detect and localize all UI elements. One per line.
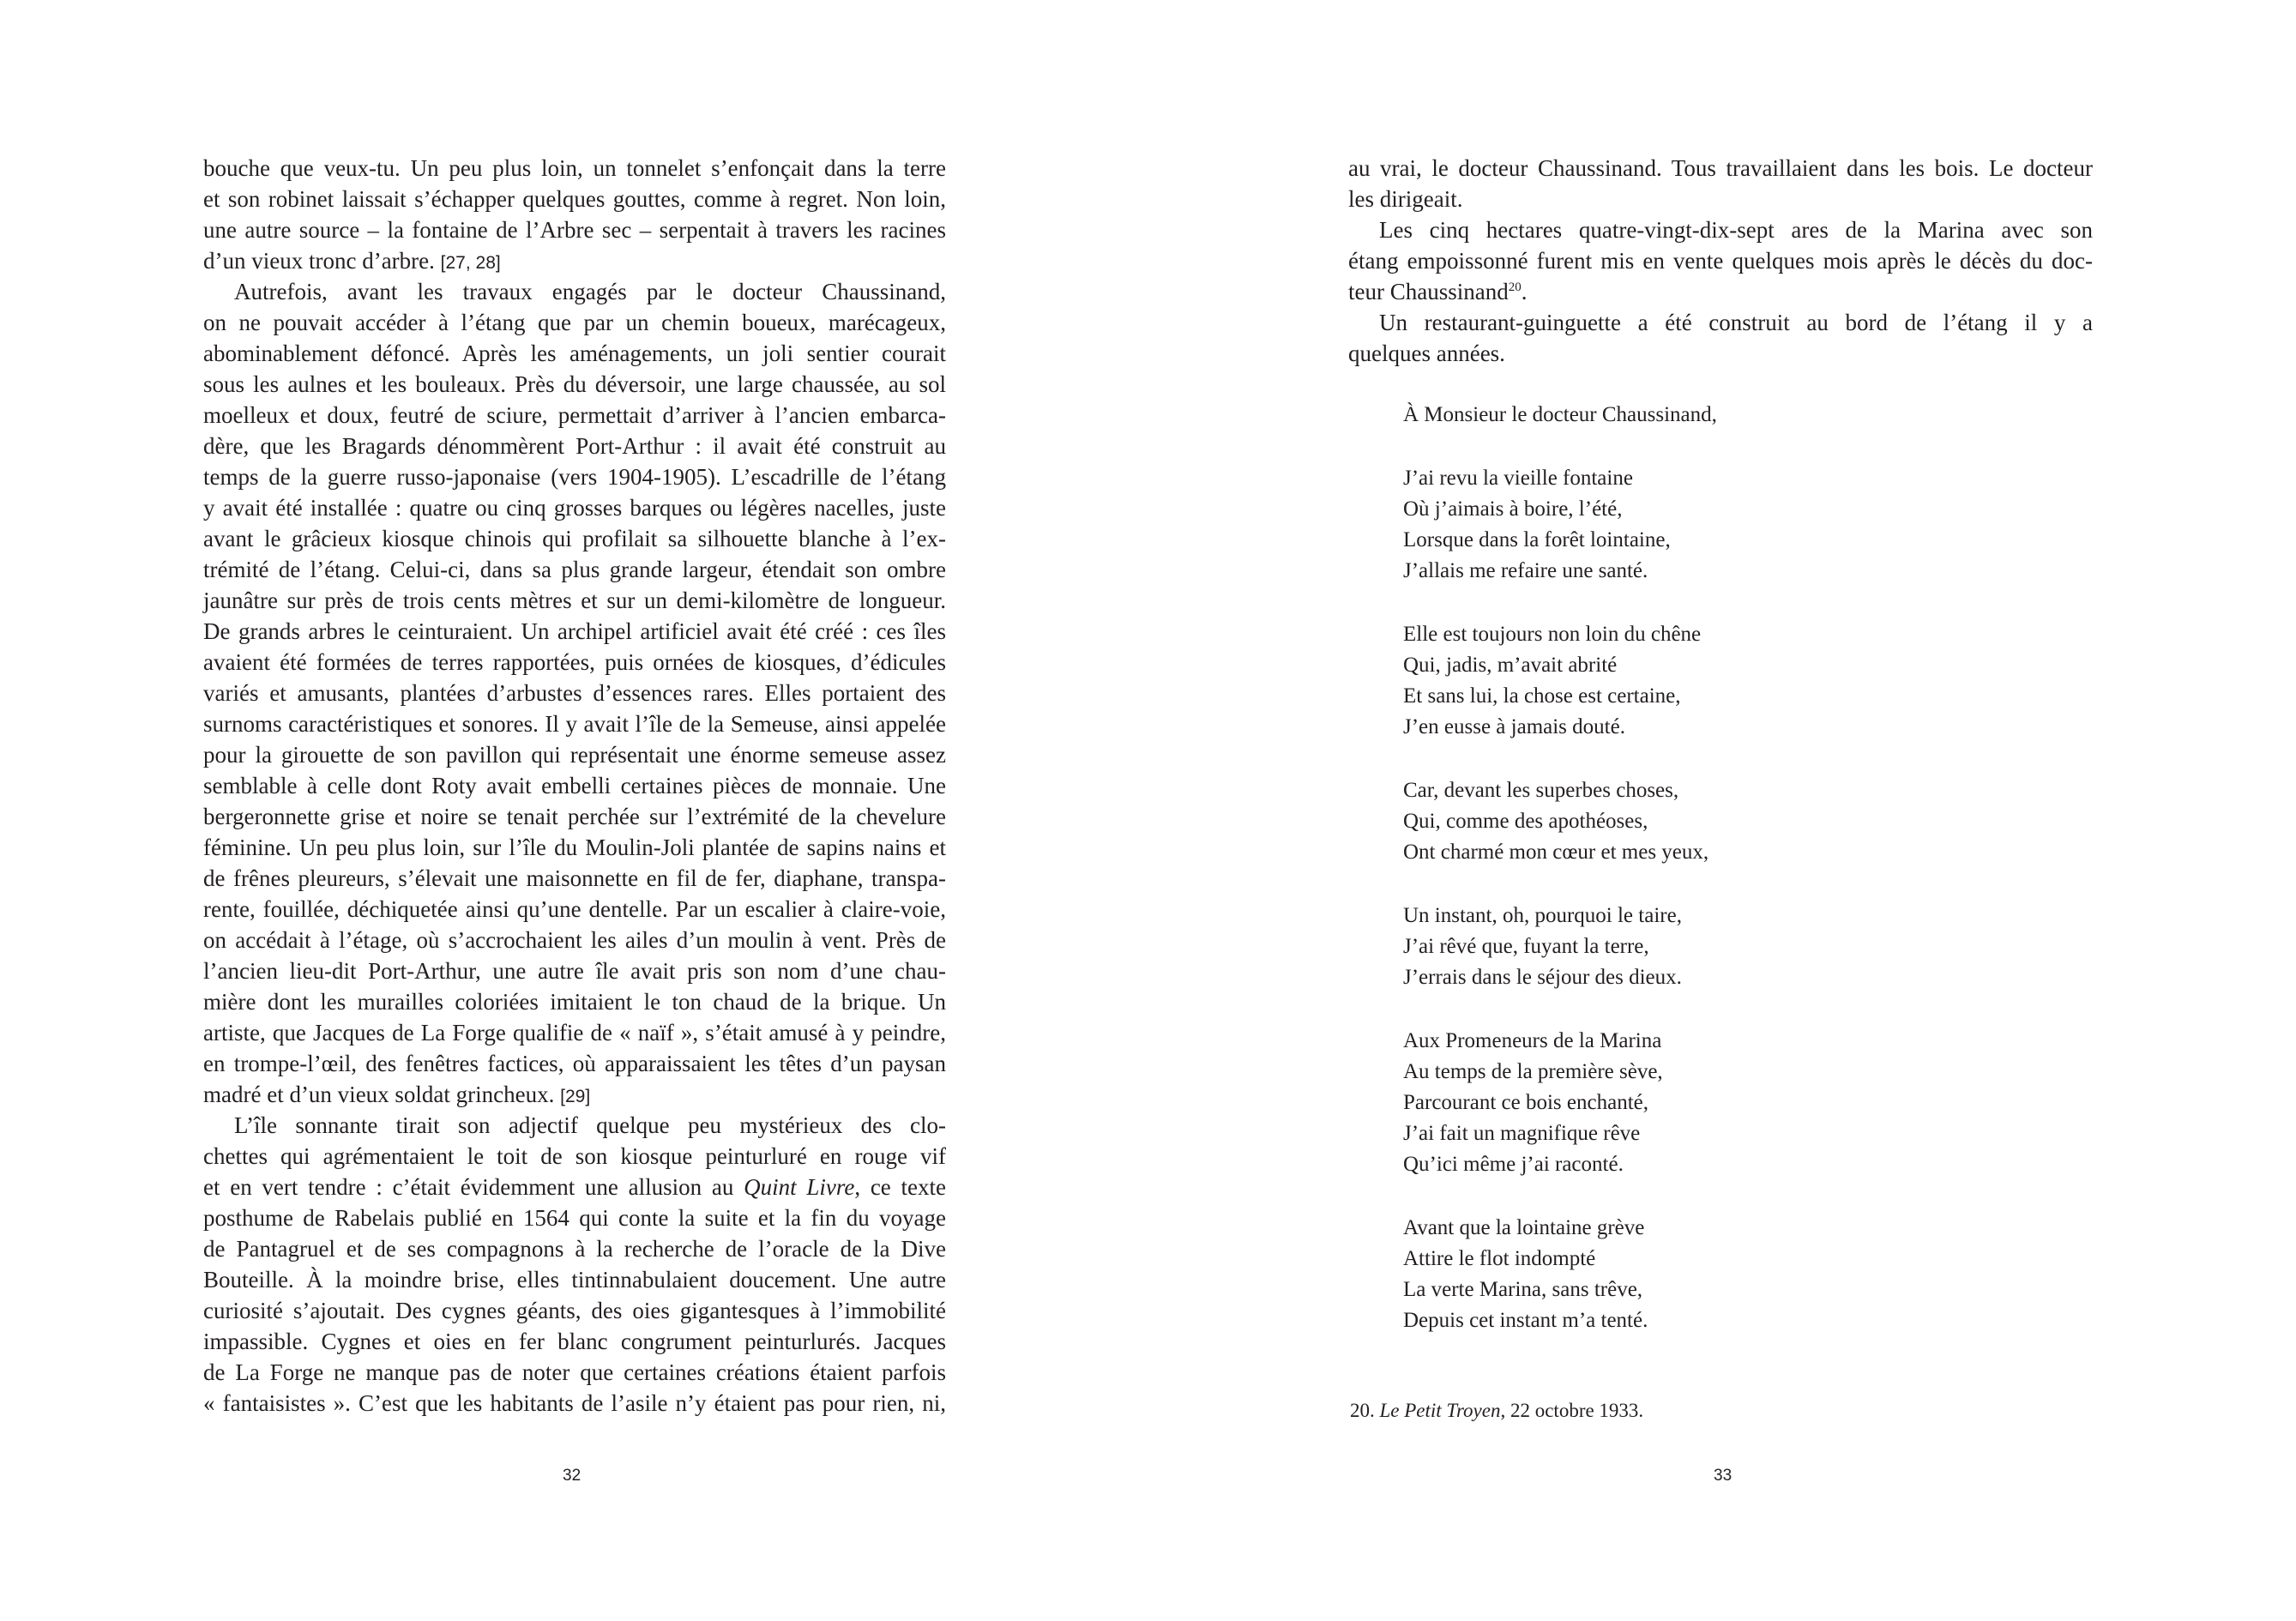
paragraph-start-line: Autrefois, avant les travaux engagés par le docteur Chaussinand, — [234, 279, 946, 304]
poem-verse: Au temps de la première sève, — [1403, 1060, 1663, 1083]
text-line — [203, 1079, 946, 1110]
footnote — [1350, 1398, 1643, 1424]
page-number-left: 32 — [563, 1467, 582, 1485]
text-line: une autre source – la fontaine de l’Arbre sec – serpentait à travers les racines — [203, 217, 946, 243]
poem-verse: Depuis cet instant m’a tenté. — [1403, 1309, 1648, 1332]
text-line: l’ancien lieu-dit Port-Arthur, une autre île avait pris son nom d’une chau- — [203, 958, 946, 984]
text-line: moelleux et doux, feutré de sciure, permettait d’arriver à l’ancien embarca- — [203, 402, 946, 428]
text-line: artiste, que Jacques de La Forge qualifie de « naïf », s’était amusé à y peindre, — [203, 1020, 946, 1046]
poem-verse: Attire le flot indompté — [1403, 1247, 1596, 1270]
paragraph-start-line: Les cinq hectares quatre-vingt-dix-sept ares de la Marina avec son — [1379, 217, 2093, 243]
poem-verse: La verte Marina, sans trêve, — [1403, 1278, 1643, 1301]
poem-verse: J’ai rêvé que, fuyant la terre, — [1403, 935, 1649, 958]
text-line: « fantaisistes ». C’est que les habitants de l’asile n’y étaient pas pour rien, ni, — [203, 1390, 946, 1416]
text-segment: teur Chaussinand — [1348, 279, 1509, 304]
poem-verse: Qui, jadis, m’avait abrité — [1403, 654, 1618, 677]
citation-reference[interactable]: [27, 28] — [440, 253, 501, 273]
text-line: mière dont les murailles coloriées imitaient le ton chaud de la brique. Un — [203, 989, 946, 1015]
poem-verse: J’allais me refaire une santé. — [1403, 559, 1648, 582]
text-line: de Pantagruel et de ses compagnons à la recherche de l’oracle de la Dive — [203, 1236, 946, 1262]
poem-verse: Ont charmé mon cœur et mes yeux, — [1403, 841, 1709, 864]
poem-verse: Où j’aimais à boire, l’été, — [1403, 497, 1623, 521]
text-line: semblable à celle dont Roty avait embelli certaines pièces de monnaie. Une — [203, 773, 946, 798]
text-line: féminine. Un peu plus loin, sur l’île du Moulin-Joli plantée de sapins nains et — [203, 835, 946, 860]
page-number-right: 33 — [1714, 1467, 1733, 1485]
text-line: Bouteille. À la moindre brise, elles tintinnabulaient doucement. Une autre — [203, 1267, 946, 1293]
text-line: bergeronnette grise et noire se tenait perchée sur l’extrémité de la chevelure — [203, 804, 946, 829]
poem-verse: Avant que la lointaine grève — [1403, 1216, 1645, 1239]
text-line: sous les aulnes et les bouleaux. Près du déversoir, une large chaussée, au sol — [203, 371, 946, 397]
text-line: on accédait à l’étage, où s’accrochaient les ailes d’un moulin à vent. Près de — [203, 927, 946, 953]
text-line — [203, 245, 946, 276]
poem-verse: Elle est toujours non loin du chêne — [1403, 623, 1702, 646]
text-line: de La Forge ne manque pas de noter que certaines créations étaient parfois — [203, 1359, 946, 1385]
text-line: y avait été installée : quatre ou cinq grosses barques ou légères nacelles, juste — [203, 495, 946, 521]
text-line: dère, que les Bragards dénommèrent Port-Arthur : il avait été construit au — [203, 433, 946, 459]
text-segment: madré et d’un vieux soldat grincheux. — [203, 1082, 555, 1107]
text-line: temps de la guerre russo-japonaise (vers 1904-1905). L’escadrille de l’étang — [203, 464, 946, 490]
text-segment: . — [1521, 279, 1528, 304]
poem-verse: Et sans lui, la chose est certaine, — [1403, 684, 1681, 708]
footnote-text: , 22 octobre 1933. — [1500, 1400, 1644, 1421]
text-line — [1348, 276, 2093, 307]
book-title-italic: Quint Livre — [744, 1174, 855, 1200]
text-line: et son robinet laissait s’échapper quelques gouttes, comme à regret. Non loin, — [203, 186, 946, 212]
footnote-source-title: Le Petit Troyen — [1379, 1400, 1501, 1421]
right-page — [1148, 0, 2296, 1621]
text-line: curiosité s’ajoutait. Des cygnes géants, des oies gigantesques à l’immobilité — [203, 1298, 946, 1323]
text-line: rente, fouillée, déchiquetée ainsi qu’une dentelle. Par un escalier à claire-voie, — [203, 896, 946, 922]
text-line — [203, 1172, 946, 1202]
poem-verse: Car, devant les superbes choses, — [1403, 779, 1679, 802]
text-line: chettes qui agrémentaient le toit de son kiosque peinturluré en rouge vif — [203, 1143, 946, 1169]
text-line: bouche que veux-tu. Un peu plus loin, un tonnelet s’enfonçait dans la terre — [203, 155, 946, 181]
poem-dedication: À Monsieur le docteur Chaussinand, — [1403, 403, 1717, 426]
poem-verse: Lorsque dans la forêt lointaine, — [1403, 528, 1671, 551]
poem-verse: J’en eusse à jamais douté. — [1403, 715, 1625, 738]
poem-verse: J’ai revu la vieille fontaine — [1403, 467, 1633, 490]
text-segment: d’un vieux tronc d’arbre. — [203, 248, 435, 274]
poem-verse: J’errais dans le séjour des dieux. — [1403, 966, 1682, 989]
text-line: impassible. Cygnes et oies en fer blanc congrument peinturlurés. Jacques — [203, 1329, 946, 1354]
text-line: surnoms caractéristiques et sonores. Il y avait l’île de la Semeuse, ainsi appelée — [203, 711, 946, 737]
text-line: trémité de l’étang. Celui-ci, dans sa plus grande largeur, étendait son ombre — [203, 557, 946, 582]
text-line: au vrai, le docteur Chaussinand. Tous travaillaient dans les bois. Le docteur — [1348, 155, 2093, 181]
text-line: variés et amusants, plantées d’arbustes d’essences rares. Elles portaient des — [203, 680, 946, 706]
text-line: posthume de Rabelais publié en 1564 qui conte la suite et la fin du voyage — [203, 1205, 946, 1231]
text-line: abominablement défoncé. Après les aménagements, un joli sentier courait — [203, 340, 946, 366]
poem-verse: Aux Promeneurs de la Marina — [1403, 1029, 1662, 1052]
poem-verse: J’ai fait un magnifique rêve — [1403, 1122, 1641, 1145]
paragraph-start-line: Un restaurant-guinguette a été construit au bord de l’étang il y a — [1379, 310, 2093, 335]
text-segment: , ce texte — [854, 1174, 946, 1200]
text-line: pour la girouette de son pavillon qui représentait une énorme semeuse assez — [203, 742, 946, 768]
text-line: De grands arbres le ceinturaient. Un archipel artificiel avait été créé : ces îles — [203, 618, 946, 644]
poem-verse: Parcourant ce bois enchanté, — [1403, 1091, 1648, 1114]
poem-verse: Un instant, oh, pourquoi le taire, — [1403, 904, 1682, 927]
text-line: étang empoissonné furent mis en vente quelques mois après le décès du doc- — [1348, 248, 2093, 274]
text-line: avant le grâcieux kiosque chinois qui profilait sa silhouette blanche à l’ex- — [203, 526, 946, 551]
poem-verse: Qu’ici même j’ai raconté. — [1403, 1153, 1624, 1176]
text-line: les dirigeait. — [1348, 186, 1463, 212]
citation-reference[interactable]: [29] — [560, 1087, 591, 1106]
text-line: on ne pouvait accéder à l’étang que par un chemin boueux, marécageux, — [203, 310, 946, 335]
text-line: de frênes pleureurs, s’élevait une maisonnette en fil de fer, diaphane, transpa- — [203, 865, 946, 891]
text-line: quelques années. — [1348, 340, 1505, 366]
text-line: jaunâtre sur près de trois cents mètres et sur un demi-kilomètre de longueur. — [203, 588, 946, 613]
paragraph-start-line: L’île sonnante tirait son adjectif quelque peu mystérieux des clo- — [234, 1112, 946, 1138]
text-line: avaient été formées de terres rapportées, puis ornées de kiosques, d’édicules — [203, 649, 946, 675]
footnote-reference[interactable]: 20 — [1508, 280, 1522, 294]
text-segment: et en vert tendre : c’était évidemment une allusion au — [203, 1174, 734, 1200]
footnote-number: 20. — [1350, 1400, 1375, 1421]
text-line: en trompe-l’œil, des fenêtres factices, où apparaissaient les têtes d’un paysan — [203, 1051, 946, 1076]
poem-verse: Qui, comme des apothéoses, — [1403, 810, 1648, 833]
